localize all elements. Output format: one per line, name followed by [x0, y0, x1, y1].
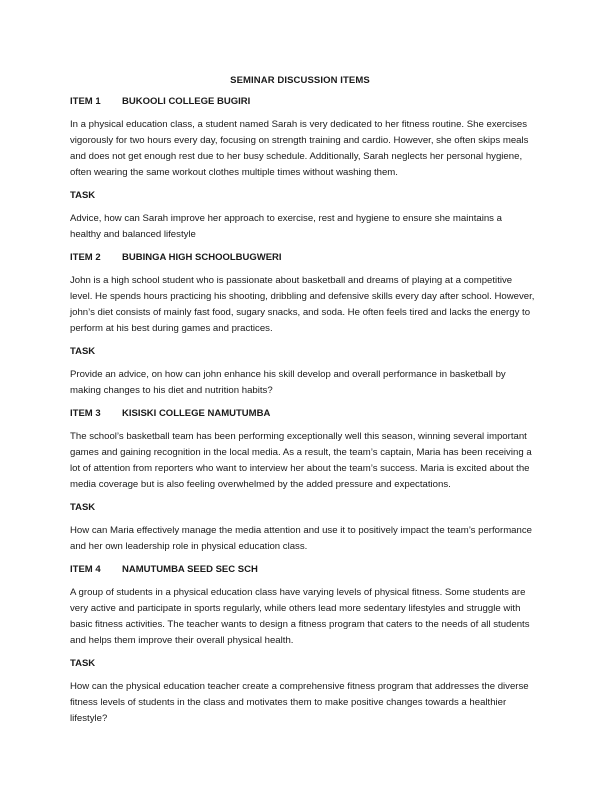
item-3-task-label: TASK — [70, 502, 96, 513]
document-body — [70, 96, 535, 736]
item-3-task: How can Maria effectively manage the media attention and use it to positively impact the team’s performance and her own leadership role in physical education class. — [70, 525, 532, 552]
page-title: SEMINAR DISCUSSION ITEMS — [230, 75, 370, 86]
item-3-section — [70, 408, 535, 555]
item-3-label: ITEM 3 — [70, 408, 101, 419]
item-2-task: Provide an advice, on how can john enhance his skill develop and overall performance in basketball by making changes to his diet and nutrition habits? — [70, 369, 506, 396]
item-4-section — [70, 564, 535, 727]
item-2-school: BUBINGA HIGH SCHOOLBUGWERI — [122, 252, 282, 263]
item-4-task: How can the physical education teacher create a comprehensive fitness program that addresses the diverse fitness levels of students in the class and motivates them to make positive changes towards a healthier lifestyle? — [70, 681, 529, 724]
item-1-task: Advice, how can Sarah improve her approach to exercise, rest and hygiene to ensure she maintains a healthy and balanced lifestyle — [70, 213, 502, 240]
item-2-task-label: TASK — [70, 346, 96, 357]
item-2-header — [70, 252, 535, 263]
item-2-scenario: John is a high school student who is passionate about basketball and dreams of playing at a competitive level. He spends hours practicing his shooting, dribbling and defensive skills every day after school. However, john’s diet consists of mainly fast food, sugary snacks, and soda. He often feels tired and lacks the energy to perform at his best during games and practices. — [70, 275, 535, 334]
item-2-label: ITEM 2 — [70, 252, 101, 263]
item-2-section — [70, 252, 535, 399]
item-1-school: BUKOOLI COLLEGE BUGIRI — [122, 96, 251, 107]
item-1-task-label: TASK — [70, 190, 96, 201]
item-1-header — [70, 96, 535, 107]
item-3-scenario: The school’s basketball team has been performing exceptionally well this season, winning several important games and gaining recognition in the local media. As a result, the team’s captain, Maria has been receiving a lot of attention from reporters who want to interview her about the team’s success. Maria is excited about the media coverage but is also feeling overwhelmed by the added pressure and expectations. — [70, 431, 532, 490]
item-3-header — [70, 408, 535, 419]
item-1-scenario: In a physical education class, a student named Sarah is very dedicated to her fitness routine. She exercises vigorously for two hours every day, focusing on strength training and cardio. However, she often skips meals and does not get enough rest due to her busy schedule. Additionally, Sarah neglects her personal hygiene, often wearing the same workout clothes multiple times without washing them. — [70, 119, 529, 178]
item-1-label: ITEM 1 — [70, 96, 101, 107]
item-4-header — [70, 564, 535, 575]
item-3-school: KISISKI COLLEGE NAMUTUMBA — [122, 408, 271, 419]
item-4-scenario: A group of students in a physical education class have varying levels of physical fitness. Some students are very active and participate in sports regularly, while others lead more sedentary lifestyles and struggle with basic fitness activities. The teacher wants to design a fitness program that caters to the needs of all students and helps them improve their overall physical health. — [70, 587, 530, 646]
item-4-label: ITEM 4 — [70, 564, 101, 575]
item-4-task-label: TASK — [70, 658, 96, 669]
item-1-section — [70, 96, 535, 243]
item-4-school: NAMUTUMBA SEED SEC SCH — [122, 564, 258, 575]
